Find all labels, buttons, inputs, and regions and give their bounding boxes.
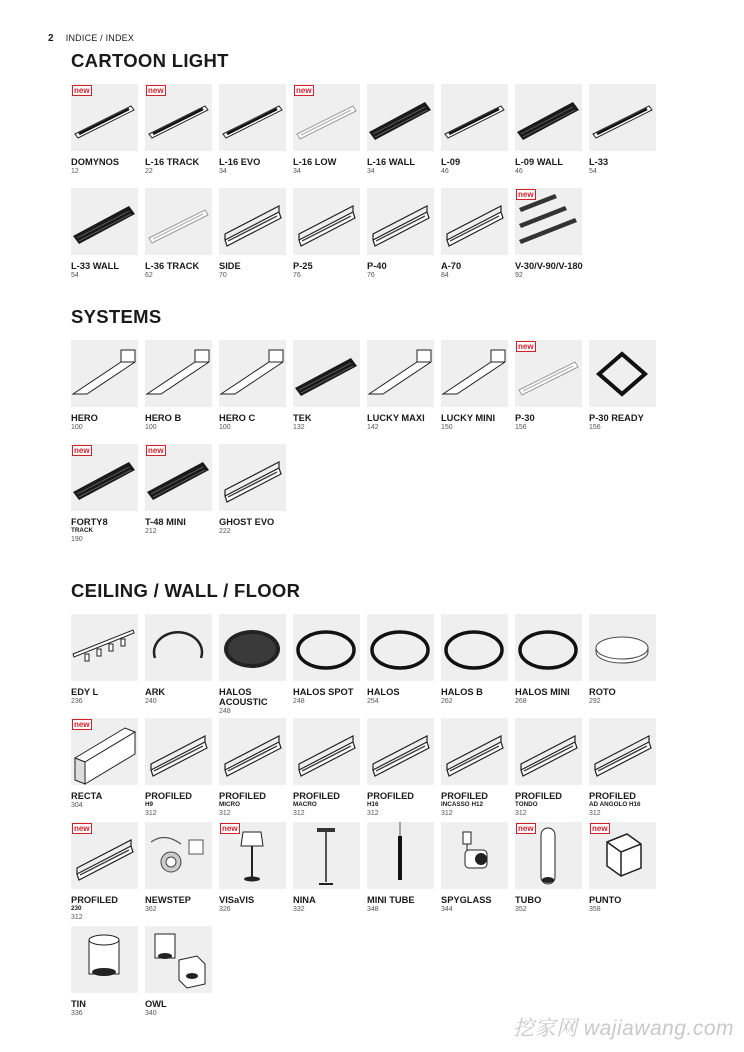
product-card[interactable]: [293, 84, 360, 176]
page-ref: 312: [293, 810, 305, 817]
step-light-icon: [145, 822, 212, 889]
product-name: PROFILED: [219, 791, 267, 801]
section-title: SYSTEMS: [71, 306, 162, 327]
track-profile-icon: [441, 84, 508, 151]
downlight-pair-icon: [145, 926, 212, 993]
product-subtitle: MACRO: [293, 801, 317, 808]
product-name: PROFILED: [589, 791, 637, 801]
product-card[interactable]: [219, 188, 286, 280]
product-card[interactable]: [145, 614, 212, 706]
product-thumbnail: [71, 926, 138, 993]
page-ref: 84: [441, 272, 449, 279]
product-card[interactable]: [441, 340, 508, 432]
page-ref: 344: [441, 906, 453, 913]
product-thumbnail: [293, 718, 360, 785]
product-card[interactable]: [441, 822, 508, 914]
product-name: HERO: [71, 413, 98, 423]
new-badge: new: [74, 86, 90, 95]
pendant-tube-icon: [367, 822, 434, 889]
dark-profile-icon: [515, 84, 582, 151]
channel-profile-icon: [441, 718, 508, 785]
product-row: [71, 84, 663, 188]
channel-profile-icon: [441, 188, 508, 255]
product-thumbnail: [589, 84, 656, 151]
page-ref: 46: [441, 168, 449, 175]
page-ref: 332: [293, 906, 305, 913]
product-thumbnail: [589, 718, 656, 785]
new-badge: new: [592, 824, 608, 833]
product-grid: [71, 84, 663, 292]
light-profile-icon: [145, 188, 212, 255]
product-card[interactable]: [219, 444, 286, 536]
product-card[interactable]: [589, 718, 656, 818]
product-thumbnail: [293, 822, 360, 889]
product-card[interactable]: [71, 444, 138, 544]
spot-icon: [441, 822, 508, 889]
disc-icon: [219, 614, 286, 681]
product-card[interactable]: [441, 718, 508, 818]
page-ref: 62: [145, 272, 153, 279]
product-card[interactable]: [515, 340, 582, 432]
header-label: INDICE / INDEX: [65, 33, 135, 43]
product-name: NINA: [293, 895, 316, 905]
product-thumbnail: [589, 340, 656, 407]
product-card[interactable]: [219, 718, 286, 818]
product-card[interactable]: [71, 84, 138, 176]
page-ref: 132: [293, 424, 305, 431]
spot-rail-icon: [71, 614, 138, 681]
channel-profile-icon: [293, 718, 360, 785]
product-row: [71, 718, 663, 822]
product-card[interactable]: [293, 614, 360, 706]
page-ref: 340: [145, 1010, 157, 1017]
channel-profile-icon: [367, 188, 434, 255]
product-name: ROTO: [589, 687, 616, 697]
product-card[interactable]: [219, 340, 286, 432]
product-card[interactable]: [589, 822, 656, 914]
product-card[interactable]: [515, 614, 582, 706]
product-card[interactable]: [515, 822, 582, 914]
product-name: PROFILED: [441, 791, 489, 801]
product-thumbnail: [219, 444, 286, 511]
channel-profile-icon: [219, 188, 286, 255]
product-thumbnail: [441, 188, 508, 255]
product-name: A-70: [441, 261, 462, 271]
product-name: TEK: [293, 413, 312, 423]
product-card[interactable]: [367, 718, 434, 818]
product-name: L-16 TRACK: [145, 157, 200, 167]
page-ref: 304: [71, 802, 83, 809]
page-ref: 268: [515, 698, 527, 705]
product-thumbnail: [367, 188, 434, 255]
product-name: PROFILED: [145, 791, 193, 801]
product-name: L-09 WALL: [515, 157, 564, 167]
product-subtitle: 230: [71, 905, 82, 912]
product-card[interactable]: [367, 188, 434, 280]
product-name: T-48 MINI: [145, 517, 186, 527]
page-ref: 254: [367, 698, 379, 705]
page-ref: 312: [515, 810, 527, 817]
product-card[interactable]: [71, 822, 138, 922]
product-thumbnail: [145, 822, 212, 889]
product-name: P-25: [293, 261, 313, 271]
product-thumbnail: [367, 822, 434, 889]
product-thumbnail: [515, 614, 582, 681]
product-thumbnail: [515, 822, 582, 889]
box-profile-icon: [441, 340, 508, 407]
page-ref: 312: [589, 810, 601, 817]
product-card[interactable]: [219, 614, 286, 716]
page-ref: 54: [71, 272, 79, 279]
product-thumbnail: [145, 718, 212, 785]
product-name: HALOS: [219, 687, 252, 697]
product-card[interactable]: [145, 822, 212, 914]
ring-icon: [367, 614, 434, 681]
page-ref: 312: [441, 810, 453, 817]
product-subtitle: MICRO: [219, 801, 240, 808]
page-ref: 312: [219, 810, 231, 817]
product-name: SIDE: [219, 261, 241, 271]
product-thumbnail: [515, 188, 582, 255]
new-badge: new: [74, 720, 90, 729]
page-ref: 22: [145, 168, 153, 175]
product-card[interactable]: [441, 614, 508, 706]
product-card[interactable]: [441, 188, 508, 280]
product-name: LUCKY MINI: [441, 413, 496, 423]
product-card[interactable]: [293, 340, 360, 432]
ring-icon: [441, 614, 508, 681]
box-profile-icon: [145, 340, 212, 407]
product-thumbnail: [589, 822, 656, 889]
product-card[interactable]: [441, 84, 508, 176]
downlight-icon: [71, 926, 138, 993]
product-thumbnail: [441, 718, 508, 785]
product-subtitle: AD ANGOLO H16: [589, 801, 641, 808]
product-card[interactable]: [71, 926, 138, 1018]
product-card[interactable]: [145, 340, 212, 432]
watermark: 挖家网 wajiawang.com: [513, 1017, 734, 1040]
product-thumbnail: [219, 188, 286, 255]
page-ref: 352: [515, 906, 527, 913]
product-thumbnail: [219, 822, 286, 889]
product-name: L-33 WALL: [71, 261, 120, 271]
product-card[interactable]: [589, 340, 656, 432]
new-badge: new: [296, 86, 312, 95]
product-subtitle: INCASSO H12: [441, 801, 483, 808]
new-badge: new: [74, 446, 90, 455]
product-card[interactable]: [145, 84, 212, 176]
page-ref: 34: [293, 168, 301, 175]
product-name: L-16 WALL: [367, 157, 416, 167]
track-profile-icon: [589, 84, 656, 151]
product-row: [71, 340, 663, 444]
product-name: TIN: [71, 999, 86, 1009]
product-card[interactable]: [367, 822, 434, 914]
product-card[interactable]: [293, 188, 360, 280]
product-thumbnail: [145, 188, 212, 255]
page-ref: 100: [219, 424, 231, 431]
channel-profile-icon: [145, 718, 212, 785]
page-ref: 212: [145, 528, 157, 535]
track-profile-icon: [219, 84, 286, 151]
page-ref: 156: [589, 424, 601, 431]
product-thumbnail: [367, 84, 434, 151]
product-card[interactable]: [515, 84, 582, 176]
product-thumbnail: [293, 188, 360, 255]
floor-lamp-icon: [293, 822, 360, 889]
product-name: PUNTO: [589, 895, 622, 905]
product-name: OWL: [145, 999, 167, 1009]
product-thumbnail: [367, 718, 434, 785]
product-card[interactable]: [367, 84, 434, 176]
product-card[interactable]: [145, 718, 212, 818]
ring-icon: [515, 614, 582, 681]
product-thumbnail: [515, 340, 582, 407]
box-profile-icon: [219, 340, 286, 407]
product-row: [71, 822, 663, 926]
product-thumbnail: [145, 926, 212, 993]
product-thumbnail: [293, 84, 360, 151]
product-name: V-30/V-90/V-180: [515, 261, 583, 271]
page-number: 2: [48, 33, 54, 44]
product-thumbnail: [145, 444, 212, 511]
dark-profile-icon: [293, 340, 360, 407]
page-ref: 248: [219, 708, 231, 715]
product-thumbnail: [441, 84, 508, 151]
product-card[interactable]: [219, 822, 286, 914]
channel-profile-icon: [219, 444, 286, 511]
page-ref: 336: [71, 1010, 83, 1017]
product-name: VISaVIS: [219, 895, 255, 905]
product-thumbnail: [219, 84, 286, 151]
page-ref: 76: [367, 272, 375, 279]
page-ref: 190: [71, 536, 83, 543]
product-thumbnail: [293, 614, 360, 681]
dark-profile-icon: [367, 84, 434, 151]
product-subtitle: TONDO: [515, 801, 538, 808]
product-name: RECTA: [71, 791, 103, 801]
page-ref: 248: [293, 698, 305, 705]
product-thumbnail: [441, 822, 508, 889]
product-name: PROFILED: [515, 791, 563, 801]
page-ref: 46: [515, 168, 523, 175]
product-thumbnail: [367, 340, 434, 407]
product-thumbnail: [71, 614, 138, 681]
product-name: L-33: [589, 157, 609, 167]
product-card[interactable]: [367, 340, 434, 432]
product-row: [71, 614, 663, 718]
channel-profile-icon: [293, 188, 360, 255]
page-ref: 312: [145, 810, 157, 817]
product-name: MINI TUBE: [367, 895, 415, 905]
product-thumbnail: [367, 614, 434, 681]
section-title: CARTOON LIGHT: [71, 50, 229, 71]
page-ref: 34: [367, 168, 375, 175]
product-thumbnail: [441, 614, 508, 681]
page-ref: 292: [589, 698, 601, 705]
page-ref: 312: [367, 810, 379, 817]
product-name: FORTY8: [71, 517, 108, 527]
product-card[interactable]: [515, 188, 582, 280]
page-ref: 240: [145, 698, 157, 705]
product-thumbnail: [71, 822, 138, 889]
product-thumbnail: [71, 84, 138, 151]
ceiling-disc-icon: [589, 614, 656, 681]
page-ref: 348: [367, 906, 379, 913]
page-ref: 34: [219, 168, 227, 175]
product-thumbnail: [145, 340, 212, 407]
new-badge: new: [518, 342, 534, 351]
page-ref: 222: [219, 528, 231, 535]
product-card[interactable]: [293, 718, 360, 818]
page-ref: 156: [515, 424, 527, 431]
product-row: [71, 444, 663, 548]
arc-icon: [145, 614, 212, 681]
product-name: DOMYNOS: [71, 157, 120, 167]
product-card[interactable]: [145, 444, 212, 536]
product-card[interactable]: [71, 614, 138, 706]
new-badge: new: [222, 824, 238, 833]
product-name: SPYGLASS: [441, 895, 492, 905]
dark-profile-icon: [71, 188, 138, 255]
square-frame-icon: [589, 340, 656, 407]
product-name: P-30 READY: [589, 413, 644, 423]
product-thumbnail: [293, 340, 360, 407]
new-badge: new: [148, 86, 164, 95]
product-name: L-36 TRACK: [145, 261, 200, 271]
page-ref: 358: [589, 906, 601, 913]
product-name: HALOS SPOT: [293, 687, 354, 697]
channel-profile-icon: [515, 718, 582, 785]
product-name: HALOS: [367, 687, 400, 697]
page-ref: 54: [589, 168, 597, 175]
section-title: CEILING / WALL / FLOOR: [71, 580, 301, 601]
product-thumbnail: [71, 188, 138, 255]
product-name: P-30: [515, 413, 535, 423]
product-grid: [71, 340, 663, 548]
product-subtitle: H16: [367, 801, 379, 808]
channel-profile-icon: [367, 718, 434, 785]
product-thumbnail: [515, 718, 582, 785]
page-ref: 326: [219, 906, 231, 913]
product-name: HERO B: [145, 413, 182, 423]
product-card[interactable]: [71, 340, 138, 432]
product-card[interactable]: [145, 926, 212, 1018]
product-name: L-09: [441, 157, 461, 167]
product-thumbnail: [515, 84, 582, 151]
product-thumbnail: [145, 614, 212, 681]
product-thumbnail: [589, 614, 656, 681]
page-header: [48, 33, 134, 44]
product-card[interactable]: [71, 188, 138, 280]
new-badge: new: [518, 824, 534, 833]
product-name: LUCKY MAXI: [367, 413, 425, 423]
channel-profile-icon: [589, 718, 656, 785]
product-name: L-16 EVO: [219, 157, 261, 167]
product-name: PROFILED: [71, 895, 119, 905]
product-subtitle: H9: [145, 801, 154, 808]
page-ref: 362: [145, 906, 157, 913]
page-ref: 262: [441, 698, 453, 705]
page-ref: 100: [145, 424, 157, 431]
product-name: EDY L: [71, 687, 99, 697]
product-name: HALOS B: [441, 687, 483, 697]
product-thumbnail: [71, 444, 138, 511]
product-name: HALOS MINI: [515, 687, 570, 697]
product-thumbnail: [71, 718, 138, 785]
page-ref: 76: [293, 272, 301, 279]
product-thumbnail: [219, 340, 286, 407]
product-name: P-40: [367, 261, 387, 271]
product-subtitle: TRACK: [71, 527, 94, 534]
product-grid: [71, 614, 663, 1030]
page-ref: 236: [71, 698, 83, 705]
page-ref: 100: [71, 424, 83, 431]
box-profile-icon: [71, 340, 138, 407]
page-ref: 92: [515, 272, 523, 279]
product-name: ARK: [145, 687, 166, 697]
channel-profile-icon: [219, 718, 286, 785]
product-thumbnail: [71, 340, 138, 407]
product-name: HERO C: [219, 413, 256, 423]
product-card[interactable]: [145, 188, 212, 280]
page-ref: 142: [367, 424, 379, 431]
product-name: PROFILED: [293, 791, 341, 801]
product-thumbnail: [441, 340, 508, 407]
product-row: [71, 188, 663, 292]
page-ref: 312: [71, 914, 83, 921]
product-name-line2: ACOUSTIC: [219, 697, 268, 707]
ring-icon: [293, 614, 360, 681]
page-ref: 12: [71, 168, 79, 175]
product-thumbnail: [219, 614, 286, 681]
page-ref: 150: [441, 424, 453, 431]
product-thumbnail: [219, 718, 286, 785]
product-name: TUBO: [515, 895, 542, 905]
page-ref: 70: [219, 272, 227, 279]
product-thumbnail: [145, 84, 212, 151]
product-card[interactable]: [589, 84, 656, 176]
new-badge: new: [148, 446, 164, 455]
product-name: GHOST EVO: [219, 517, 275, 527]
product-card[interactable]: [293, 822, 360, 914]
box-profile-icon: [367, 340, 434, 407]
product-card[interactable]: [71, 718, 138, 810]
product-name: NEWSTEP: [145, 895, 191, 905]
product-card[interactable]: [219, 84, 286, 176]
product-name: PROFILED: [367, 791, 415, 801]
product-card[interactable]: [589, 614, 656, 706]
product-card[interactable]: [367, 614, 434, 706]
new-badge: new: [518, 190, 534, 199]
product-card[interactable]: [515, 718, 582, 818]
new-badge: new: [74, 824, 90, 833]
product-name: L-16 LOW: [293, 157, 337, 167]
